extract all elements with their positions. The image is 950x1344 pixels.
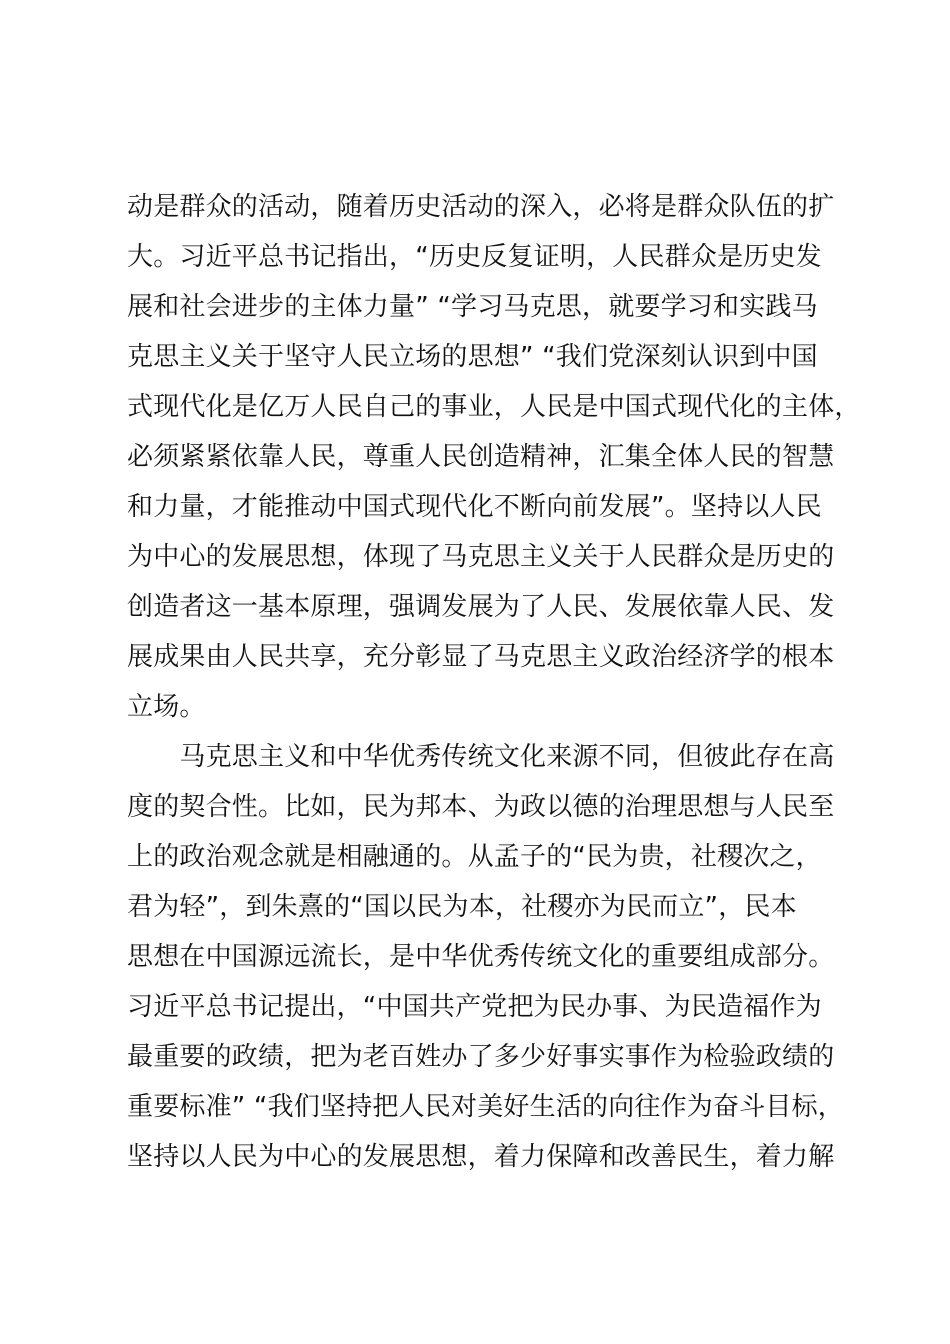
text-line: 马克思主义和中华优秀传统文化来源不同，但彼此存在高 [127,742,835,772]
text-line: 重要标准” “我们坚持把人民对美好生活的向往作为奋斗目标， [127,1092,845,1122]
text-line: 大。习近平总书记指出，“历史反复证明，人民群众是历史发 [127,242,822,272]
text-line: 和力量，才能推动中国式现代化不断向前发展”。坚持以人民 [127,492,822,522]
body-text [127,182,861,1182]
text-line: 式现代化是亿万人民自己的事业，人民是中国式现代化的主体， [127,392,861,422]
text-line: 习近平总书记提出，“中国共产党把为民办事、为民造福作为 [127,992,822,1022]
text-line: 君为轻”，到朱熹的“国以民为本，社稷亦为民而立”，民本 [127,892,797,922]
text-line: 为中心的发展思想，体现了马克思主义关于人民群众是历史的 [127,542,835,572]
text-line: 克思主义关于坚守人民立场的思想” “我们党深刻认识到中国 [127,342,818,372]
text-line: 展和社会进步的主体力量” “学习马克思，就要学习和实践马 [127,292,818,322]
text-line: 动是群众的活动，随着历史活动的深入，必将是群众队伍的扩 [127,192,835,222]
text-line: 度的契合性。比如，民为邦本、为政以德的治理思想与人民至 [127,792,835,822]
text-line: 必须紧紧依靠人民，尊重人民创造精神，汇集全体人民的智慧 [127,442,835,472]
text-line: 最重要的政绩，把为老百姓办了多少好事实事作为检验政绩的 [127,1042,835,1072]
text-line: 创造者这一基本原理，强调发展为了人民、发展依靠人民、发 [127,592,835,622]
text-line: 思想在中国源远流长，是中华优秀传统文化的重要组成部分。 [127,942,835,972]
text-line: 坚持以人民为中心的发展思想，着力保障和改善民生，着力解 [127,1142,835,1172]
text-line: 上的政治观念就是相融通的。从孟子的“民为贵，社稷次之， [127,842,822,872]
text-line: 展成果由人民共享，充分彰显了马克思主义政治经济学的根本 [127,642,835,672]
text-line: 立场。 [127,692,206,722]
